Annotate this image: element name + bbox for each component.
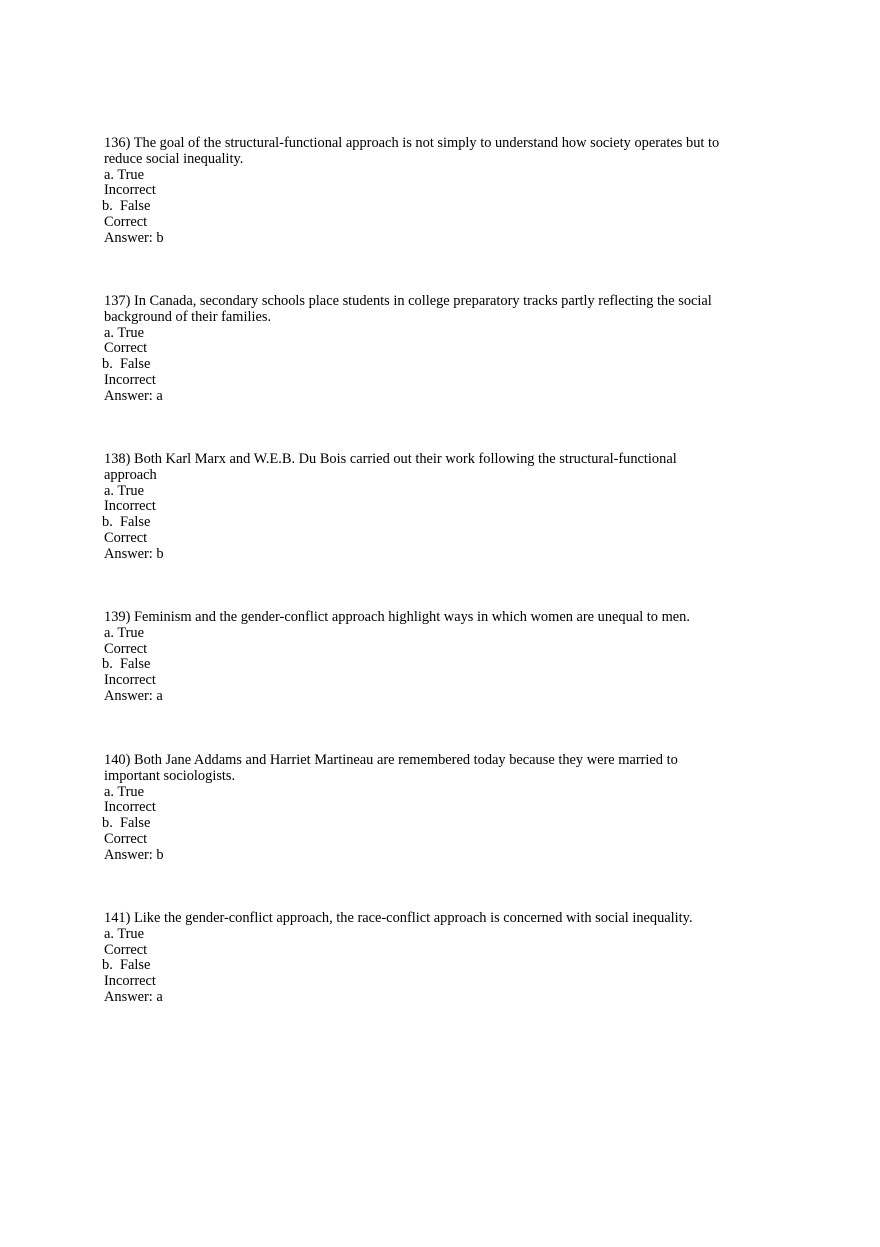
- option-b: b. False: [102, 815, 151, 832]
- question-text: 140) Both Jane Addams and Harriet Martineau are remembered today because they were married to important sociologists.: [104, 752, 678, 784]
- option-b: b. False: [102, 514, 151, 531]
- option-b-feedback: Incorrect: [104, 371, 156, 388]
- option-a-feedback: Correct: [104, 640, 148, 657]
- question-141: [104, 911, 724, 1006]
- option-a-feedback: Incorrect: [104, 799, 156, 816]
- question-text: 136) The goal of the structural-functional approach is not simply to understand how society operates but to reduce social inequality.: [104, 135, 720, 167]
- answer-key: Answer: b: [104, 229, 164, 246]
- question-138: [104, 452, 724, 563]
- answer-key: Answer: a: [104, 387, 163, 404]
- question-136: [104, 136, 724, 247]
- question-137: [104, 294, 724, 405]
- answer-key: Answer: a: [104, 687, 163, 704]
- option-a: a. True: [104, 482, 144, 499]
- question-text: 139) Feminism and the gender-conflict approach highlight ways in which women are unequal to men.: [104, 609, 690, 625]
- option-b-feedback: Correct: [104, 529, 148, 546]
- option-b: b. False: [102, 198, 151, 215]
- option-b: b. False: [102, 356, 151, 373]
- option-a-feedback: Incorrect: [104, 182, 156, 199]
- option-a-feedback: Incorrect: [104, 498, 156, 515]
- option-a: a. True: [104, 783, 144, 800]
- option-b-feedback: Incorrect: [104, 973, 156, 990]
- option-a: a. True: [104, 624, 144, 641]
- question-text: 138) Both Karl Marx and W.E.B. Du Bois carried out their work following the structural-functional approach: [104, 451, 677, 483]
- question-140: [104, 753, 724, 864]
- option-a: a. True: [104, 324, 144, 341]
- answer-key: Answer: b: [104, 545, 164, 562]
- option-a: a. True: [104, 166, 144, 183]
- option-b-feedback: Correct: [104, 213, 148, 230]
- question-139: [104, 610, 724, 705]
- option-b: b. False: [102, 656, 151, 673]
- option-b-feedback: Incorrect: [104, 672, 156, 689]
- option-b-feedback: Correct: [104, 830, 148, 847]
- option-a-feedback: Correct: [104, 941, 148, 958]
- option-b: b. False: [102, 957, 151, 974]
- answer-key: Answer: a: [104, 988, 163, 1005]
- option-a-feedback: Correct: [104, 340, 148, 357]
- question-text: 141) Like the gender-conflict approach, the race-conflict approach is concerned with social inequality.: [104, 910, 693, 926]
- question-text: 137) In Canada, secondary schools place students in college preparatory tracks partly reflecting the social background of their families.: [104, 293, 712, 325]
- option-a: a. True: [104, 925, 144, 942]
- answer-key: Answer: b: [104, 846, 164, 863]
